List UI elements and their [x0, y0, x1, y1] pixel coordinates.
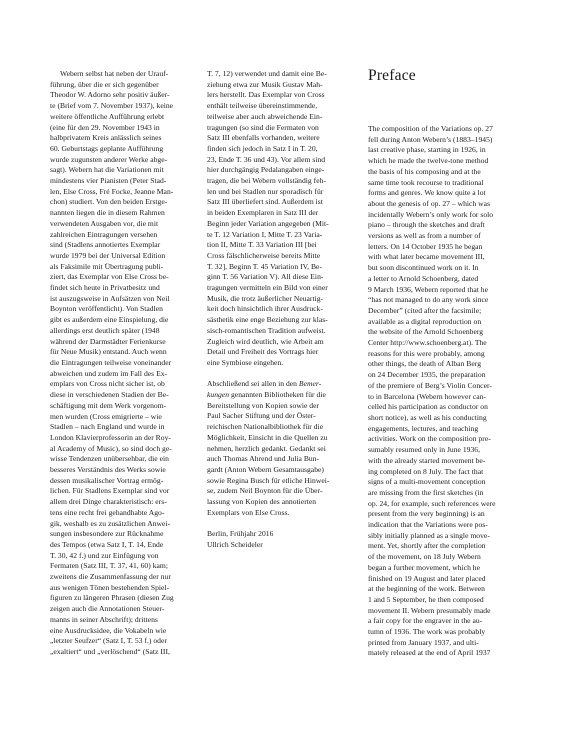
text-line: activities. Work on the composition pre- — [368, 434, 491, 444]
text-line: te (Brief vom 7. November 1937), keine — [50, 101, 174, 111]
text-line: Webern selbst hat neben der Urauf- — [60, 69, 169, 78]
text-line: which he made the twelve-tone method — [368, 156, 489, 166]
text-line: op. 24, for example, such references were — [368, 498, 496, 508]
text-line: lers herstellt. Das Exemplar von Cross — [207, 90, 325, 100]
text-line: se, zudem Neil Boynton für die Über- — [207, 486, 323, 496]
text-line: ziehung etwa zur Musik Gustav Mah- — [207, 79, 323, 89]
text-line: al Academy of Music), so sind doch ge- — [50, 443, 172, 453]
text-line: gardt (Anton Webern Gesamtausgabe) — [207, 465, 324, 474]
text-line: printed from January 1937, and ulti- — [368, 637, 479, 647]
text-line: piano – through the sketches and draft — [368, 220, 485, 230]
text-line: „exaltiert“ und „verlöschend“ (Satz III, — [50, 646, 170, 656]
text-line: letters. On 14 October 1935 he began — [368, 241, 483, 251]
text-line: reasons for this were probably, among — [368, 348, 485, 358]
text-line: lichen. Für Stadlens Exemplar sind vor — [50, 486, 170, 496]
text-line: aus wenigen Tönen bestehenden Spiel- — [50, 582, 170, 592]
text-line: eine Symbiose eingehen. — [207, 357, 284, 367]
text-line: gik, weshalb es zu zusätzlichen Anwei- — [50, 518, 171, 528]
text-line: the website of the Arnold Schoenberg — [368, 327, 484, 337]
text-line: manns in seiner Abschrift); drittens — [50, 614, 158, 624]
text-line: at the beginning of the work. Between — [368, 584, 485, 594]
text-line: finished on 19 August and later placed — [368, 573, 486, 583]
text-line: short notice), as well as his conducting — [368, 412, 487, 422]
text-line: Möglichkeit, Einsicht in die Quellen zu — [207, 432, 328, 442]
text-line: T. 32], Beginn T. 45 Variation IV, Be- — [207, 261, 323, 271]
text-line: available as a digital reproduction on — [368, 316, 482, 326]
text-line: wurde zugunsten anderer Werke abge- — [50, 154, 168, 164]
text-line: ginn T. 56 Variation V). All diese Ein- — [207, 272, 324, 282]
text-line: T. 7, 12) verwendet und damit eine Be- — [207, 69, 327, 78]
acknowledgement-second-line: kungen genannten Bibliotheken für die — [207, 390, 326, 400]
signoff-place-date: Berlin, Frühjahr 2016 — [207, 529, 274, 539]
text-line: figuren zu längeren Phrasen (diesen Zug — [50, 593, 174, 603]
text-line: zahlreichen Eintragungen versehen — [50, 229, 158, 239]
text-line: findet sich heute in Privatbesitz und — [50, 283, 160, 293]
text-line: celled his participation as conductor on — [368, 402, 488, 412]
text-line: in beiden Exemplaren in Satz III der — [207, 208, 319, 218]
text-line: 9 March 1936, Webern reported that he — [368, 284, 488, 294]
text-line: len, Else Cross, Fré Focke, Jeanne Man- — [50, 186, 174, 196]
text-line: wisse Tendenzen unübersehbar, die ein — [50, 454, 169, 464]
text-line: ment. Yet, shortly after the completion — [368, 541, 486, 551]
text-line: sowie Regina Busch für etliche Hinwei- — [207, 475, 330, 485]
text-line: versions as well as from a number of — [368, 231, 481, 241]
text-line: dessen musikalischer Vortrag ermög- — [50, 475, 164, 485]
text-line: finden sich jedoch in Satz I in T. 20, — [207, 143, 318, 153]
text-line: zeigen auch die Annotationen Steuer- — [50, 604, 165, 614]
text-line: hier durchgängig Pedalangaben einge- — [207, 165, 325, 175]
text-line: ziert, das Exemplar von Else Cross be- — [50, 272, 169, 282]
text-line: mately released at the end of April 1937 — [368, 648, 491, 658]
text-line: sagt). Webern hat die Variationen mit — [50, 165, 164, 175]
text-line: enthält teilweise übereinstimmende, — [207, 101, 318, 111]
text-line: nehmen, herzlich gedankt. Gedankt sei — [207, 443, 326, 453]
text-line: wurde 1979 bei der Universal Edition — [50, 250, 166, 260]
text-line: but soon discontinued work on it. In — [368, 263, 479, 273]
text-line: führung, über die er sich gegenüber — [50, 79, 159, 89]
text-line: gibt es außerdem eine Einspielung, die — [50, 315, 169, 325]
text-line: same time took recourse to traditional — [368, 177, 484, 187]
text-line: halbprivatem Kreis anlässlich seines — [50, 133, 162, 143]
text-line: movement II. Webern presumably made — [368, 605, 491, 615]
text-line: tumn of 1936. The work was probably — [368, 627, 486, 637]
text-line: about the genesis of op. 27 – which was — [368, 198, 491, 208]
text-line: a letter to Arnold Schoenberg, dated — [368, 273, 479, 283]
text-line: The composition of the Variations op. 27 — [368, 124, 493, 133]
acknowledgement-first-line: Abschließend sei allen in den Bemer- — [207, 379, 322, 389]
text-line: London Klavierprofessorin an der Roy- — [50, 432, 171, 442]
text-line: 1 and 5 September, he then composed — [368, 594, 484, 604]
text-line: December” (cited after the facsimile; — [368, 305, 482, 315]
text-line: allerdings erst deutlich später (1948 — [50, 325, 160, 335]
text-line: incidentally Webern’s only work for solo — [368, 209, 494, 219]
text-line: sind (Stadlens annotiertes Exemplar — [50, 240, 161, 250]
text-line: Musik, die trotz äußerlicher Neuartig- — [207, 293, 324, 303]
text-line: a fair copy for the engraver in the au- — [368, 616, 483, 626]
text-line: men wurden (Cross emigrierte – wie — [50, 411, 162, 421]
text-line: chon) studiert. Von den beiden Erstge- — [50, 197, 168, 207]
text-line: zweitens die Zusammenfassung der nur — [50, 572, 171, 582]
text-line: ist auszugsweise in Aufsätzen von Neil — [50, 293, 170, 303]
text-line: abweichen und zudem im Fall des Ex- — [50, 368, 168, 378]
text-line: (eine für den 29. November 1943 in — [50, 122, 160, 132]
text-line: indication that the Variations were pos- — [368, 520, 488, 530]
text-line: tion II, Mitte T. 33 Variation III [bei — [207, 240, 317, 250]
text-line: auch Thomas Ahrend und Julia Bun- — [207, 454, 320, 464]
text-line: sungen insbesondere zur Rücknahme — [50, 529, 164, 539]
text-line: tragen, die bei Webern vollständig feh- — [207, 176, 326, 186]
page-heading: Preface — [368, 67, 416, 84]
text-line: lassung von Kopien des annotierten — [207, 497, 317, 507]
signoff-author: Ullrich Scheideler — [207, 539, 263, 549]
text-line: tragungen (so sind die Fermaten von — [207, 122, 319, 132]
text-line: weitere öffentliche Aufführung erlebt — [50, 111, 165, 121]
text-line: of the movement, on 18 July Webern — [368, 552, 481, 562]
text-line: keit doch hinsichtlich ihrer Ausdruck- — [207, 304, 323, 314]
text-line: eine Ausdrucksidee, die Vokabeln wie — [50, 625, 167, 635]
text-line: Center http://www.schoenberg.at). The — [368, 338, 487, 348]
text-line: tens eine recht frei gehandhabte Ago- — [50, 507, 165, 517]
text-line: Theodor W. Adorno sehr positiv äußer- — [50, 90, 170, 100]
text-line: sästhetik eine enge Beziehung zur klas- — [207, 315, 328, 325]
text-line: teilweise aber auch abweichende Ein- — [207, 111, 323, 121]
text-line: Satz III ebenfalls vorhanden, weitere — [207, 133, 320, 143]
text-line: als Faksimile mit Übertragung publi- — [50, 261, 164, 271]
text-line: allem drei Dinge charakteristisch: ers- — [50, 497, 167, 507]
text-line: te T. 12 Variation I, Mitte T. 23 Varia- — [207, 229, 323, 239]
text-line: tragungen vermitteln ein Bild von einer — [207, 283, 328, 293]
text-line: began a further movement, which he — [368, 562, 481, 572]
text-line: Satz III überliefert sind. Außerdem ist — [207, 197, 323, 207]
text-line: Beginn jeder Variation angegeben (Mit- — [207, 218, 329, 228]
text-line: T. 30, 42 f.) und zur Einfügung von — [50, 550, 159, 560]
text-line: Bereitstellung von Kopien sowie der — [207, 400, 320, 410]
text-line: the basis of his composing and at the — [368, 166, 481, 176]
text-line: emplars von Cross nicht sicher ist, ob — [50, 379, 165, 389]
text-line: are missing from the first sketches (in — [368, 487, 484, 497]
text-line: on 24 December 1935, the preparation — [368, 370, 486, 380]
english-preface-column — [368, 124, 524, 659]
text-line: forms and genres. We know quite a lot — [368, 188, 486, 198]
text-line: des Tempos (etwa Satz I, T. 14, Ende — [50, 539, 164, 549]
text-line: sumably resumed only in June 1936, — [368, 445, 481, 455]
text-line: Paul Sacher Stiftung und der Öster- — [207, 411, 316, 421]
text-line: mindestens vier Pianisten (Peter Stad- — [50, 176, 167, 186]
text-line: len und bei Stadlen nur sporadisch für — [207, 186, 324, 196]
text-line: Fermaten (Satz III, T. 37, 41, 60) kam; — [50, 561, 168, 571]
text-line: ing completed on 8 July. The fact that — [368, 466, 484, 476]
text-line: engagements, lectures, and teaching — [368, 423, 479, 433]
text-line: verwendeten Ausgaben vor, die mit — [50, 218, 159, 228]
text-line: Cross fälschlicherweise bereits Mitte — [207, 250, 321, 260]
text-line: Detail und Freiheit des Vortrags hier — [207, 347, 319, 357]
text-line: „letzter Seufzer“ (Satz I, T. 53 f.) oder — [50, 636, 167, 646]
text-line: für Neue Musik) entstand. Auch wenn — [50, 347, 167, 357]
text-line: Boynton veröffentlicht). Von Stadlen — [50, 304, 163, 314]
text-line: with the already started movement be- — [368, 455, 486, 465]
text-line: signs of a multi-movement conception — [368, 477, 486, 487]
text-line: last creative phase, starting in 1926, in — [368, 145, 486, 155]
text-line: Stadlen – nach England und wurde in — [50, 422, 165, 432]
text-line: während der Darmstädter Ferienkurse — [50, 336, 166, 346]
text-line: die Eintragungen teilweise voneinander — [50, 357, 172, 367]
text-line: sisch-romantischen Tradition aufweist. — [207, 325, 326, 335]
text-line: 23, Ende T. 36 und 43). Vor allem sind — [207, 154, 326, 164]
text-line: Zugleich wird deutlich, wie Arbeit am — [207, 336, 324, 346]
text-line: besseres Verständnis des Werks sowie — [50, 465, 166, 475]
text-line: 60. Geburtstags geplante Aufführung — [50, 143, 164, 153]
german-column-right — [207, 69, 354, 551]
text-line: to in Barcelona (Webern however can- — [368, 391, 486, 401]
text-line: schäftigung mit dem Werk vorgenom- — [50, 400, 167, 410]
text-line: of the premiere of Berg’s Violin Concer- — [368, 380, 492, 390]
text-line: nannten liegen die in diesem Rahmen — [50, 208, 165, 218]
text-line: other things, the death of Alban Berg — [368, 359, 482, 369]
german-column-left — [50, 69, 196, 658]
text-line: Exemplars von Else Cross. — [207, 507, 290, 517]
text-line: “has not managed to do any work since — [368, 295, 489, 305]
text-line: fell during Anton Webern’s (1883–1945) — [368, 134, 493, 144]
text-line: with what later became movement III, — [368, 252, 485, 262]
text-line: diese in verschiedenen Stadien der Be- — [50, 390, 169, 400]
text-line: present from the very beginning) is an — [368, 509, 485, 519]
text-line: sibly initially planned as a single move- — [368, 530, 490, 540]
text-line: reichischen Nationalbibliothek für die — [207, 422, 324, 432]
